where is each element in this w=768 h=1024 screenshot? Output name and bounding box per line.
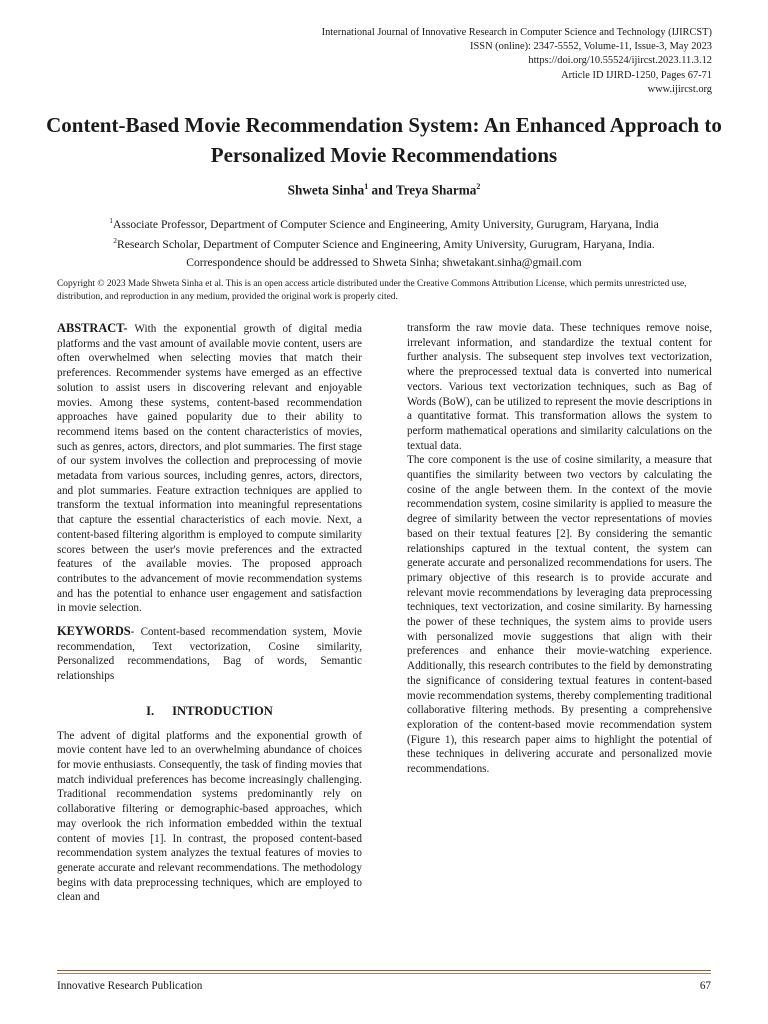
abstract-text: With the exponential growth of digital media platforms and the vast amount of available movie content, users are often overwhelmed when selecting movies that match their preferences. Recommender systems have emerged as an effective solution to assist users in discovering relevant and enjoyable movies. Among these systems, content-based recommendation approaches have gained popularity due to their ability to recommend items based on the content characteristics of movies, such as genres, actors, directors, and plot summaries. The first stage of our system involves the collection and preprocessing of movie metadata from various sources, including genres, actors, directors, and plot summaries. Feature extraction techniques are applied to transform the textual information into meaningful representations that capture the essential characteristics of each movie. Next, a content-based filtering algorithm is employed to compute similarity scores between the user's movie preferences and the extracted features of the available movies. The proposed approach contributes to the advancement of movie recommendation systems and has the potential to enhance user engagement and satisfaction in movie selection. bbox=[57, 323, 362, 615]
journal-issn: ISSN (online): 2347-5552, Volume-11, Issue-3, May 2023 bbox=[470, 41, 712, 53]
author-conjunction: and bbox=[368, 182, 396, 198]
journal-website[interactable]: www.ijircst.org bbox=[647, 83, 712, 95]
page-footer bbox=[57, 980, 711, 992]
section-title: INTRODUCTION bbox=[172, 703, 273, 718]
author-line bbox=[40, 182, 728, 198]
affiliations bbox=[40, 213, 728, 253]
page-number: 67 bbox=[699, 980, 711, 992]
journal-header bbox=[232, 26, 712, 97]
abstract bbox=[57, 321, 362, 616]
affiliation bbox=[40, 233, 728, 253]
copyright-notice: Copyright © 2023 Made Shweta Sinha et al. This is an open access article distributed under the Creative Commons Attribution License, which permits unrestricted use, distribution, and reproduction in any medium, provided the original work is properly cited. bbox=[57, 279, 687, 303]
publisher-name: Innovative Research Publication bbox=[57, 980, 203, 992]
footer-divider bbox=[57, 970, 711, 974]
abstract-label: ABSTRACT- bbox=[57, 321, 128, 335]
affiliation bbox=[40, 213, 728, 233]
article-id: Article ID IJIRD-1250, Pages 67-71 bbox=[561, 69, 712, 81]
journal-name: International Journal of Innovative Research in Computer Science and Technology (IJIRCST) bbox=[321, 27, 712, 38]
keywords-label: KEYWORDS bbox=[57, 624, 131, 639]
journal-doi[interactable]: https://doi.org/10.55524/ijircst.2023.11.3.12 bbox=[528, 55, 712, 67]
affiliation-mark: 1 bbox=[109, 216, 113, 225]
author-name: Treya Sharma bbox=[395, 182, 477, 198]
body-paragraph: The advent of digital platforms and the exponential growth of movie content have led to an overwhelming abundance of choices for movie enthusiasts. Consequently, the task of finding movies that match individual preferences has become increasingly challenging. Traditional recommendation systems predominantly rely on collaborative filtering or demographic-based approaches, which may overlook the rich information embedded within the textual content of movies [1]. In contrast, the proposed content-based recommendation system analyzes the textual features of movies to generate accurate and relevant recommendations. The methodology begins with data preprocessing techniques, which are employed to clean and bbox=[57, 729, 362, 904]
right-column bbox=[407, 321, 712, 777]
keywords bbox=[57, 624, 362, 684]
body-paragraph: transform the raw movie data. These techniques remove noise, irrelevant information, and standardize the textual content for further analysis. The subsequent step involves text vectorization, where the preprocessed textual data is converted into numerical vectors. Various text vectorization techniques, such as Bag of Words (BoW), can be utilized to represent the movie descriptions in a quantitative format. This transformation allows the system to perform mathematical operations and similarity calculations on the textual data. bbox=[407, 322, 712, 452]
body-paragraph: The core component is the use of cosine similarity, a measure that quantifies the similarity between two vectors by calculating the cosine of the angle between them. In the context of the movie recommendation system, cosine similarity is applied to measure the degree of similarity between the vector representations of movies based on their textual features [2]. By considering the semantic relationships captured in the textual content, the system can generate accurate and personalized recommendations for users. The primary objective of this research is to provide accurate and relevant movie recommendations by leveraging data preprocessing techniques, text vectorization, and cosine similarity. By harnessing the power of these techniques, the system aims to provide users with personalized movie suggestions that align with their preferences and enhance their movie-watching experience. Additionally, this research contributes to the field by demonstrating the significance of considering textual features in content-based movie recommendation systems, thereby complementing traditional collaborative filtering methods. By presenting a comprehensive exploration of the content-based movie recommendation system (Figure 1), this research paper aims to highlight the potential of these techniques in delivering accurate and personalized movie recommendations. bbox=[407, 454, 712, 776]
affiliation-text: Associate Professor, Department of Computer Science and Engineering, Amity University, Gurugram, Haryana, India bbox=[112, 217, 659, 231]
author-affiliation-mark: 2 bbox=[476, 182, 481, 191]
section-number: I. bbox=[146, 703, 155, 718]
section-heading bbox=[57, 704, 362, 719]
correspondence-note: Correspondence should be addressed to Shweta Sinha; shwetakant.sinha@gmail.com bbox=[186, 256, 582, 269]
author-affiliation-mark: 1 bbox=[364, 182, 369, 191]
keywords-text: - Content-based recommendation system, Movie recommendation, Text vectorization, Cosine similarity, Personalized recommendations, Bag of words, Semantic relationships bbox=[57, 626, 362, 683]
author-name: Shweta Sinha bbox=[287, 182, 365, 198]
affiliation-mark: 2 bbox=[113, 235, 117, 245]
paper-title: Content-Based Movie Recommendation System: An Enhanced Approach to Personalized Movie Recommendations bbox=[46, 113, 722, 167]
left-column bbox=[57, 321, 362, 905]
affiliation-text: Research Scholar, Department of Computer Science and Engineering, Amity University, Gurugram, Haryana, India. bbox=[117, 237, 655, 251]
